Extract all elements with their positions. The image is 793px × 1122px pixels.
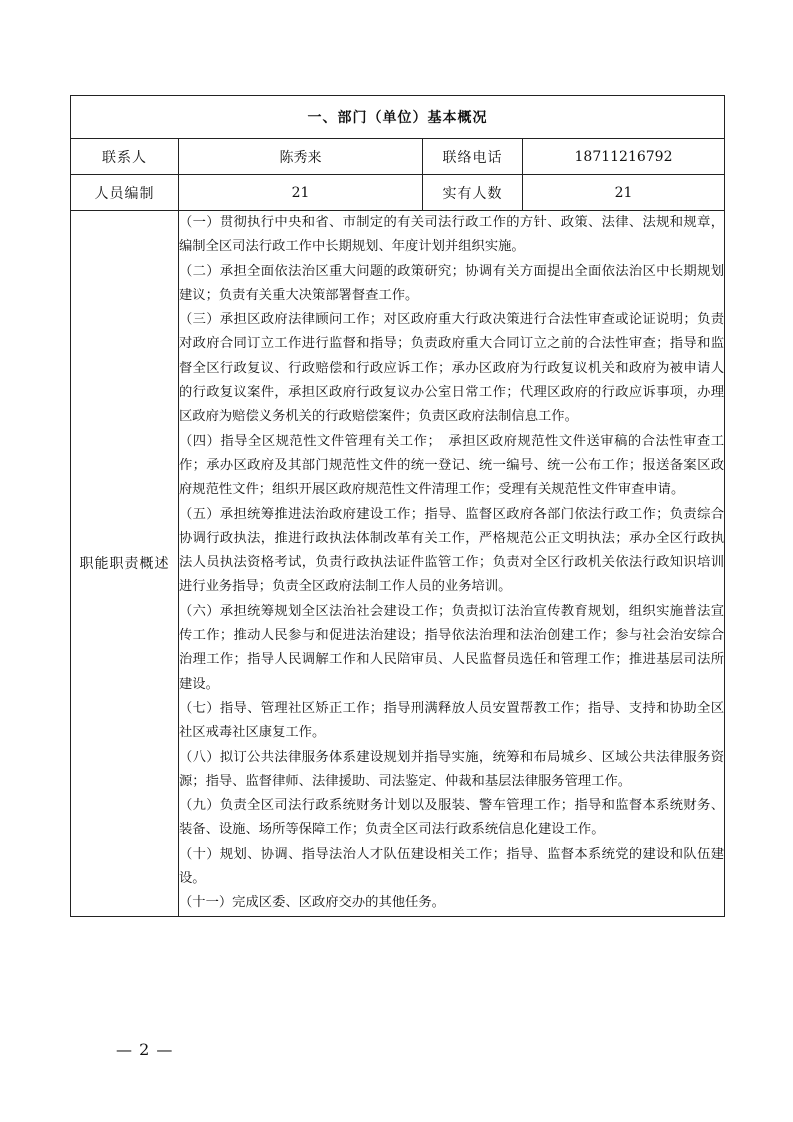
duty-paragraph-10: （十）规划、协调、指导法治人才队伍建设相关工作；指导、监督本系统党的建设和队伍建设。 xyxy=(179,846,724,887)
contact-row xyxy=(71,139,725,175)
duties-content xyxy=(179,211,725,917)
page-number: — 2 — xyxy=(116,1040,174,1059)
actual-staff-label: 实有人数 xyxy=(423,175,523,211)
duty-paragraph-4: （四）指导全区规范性文件管理有关工作； 承担区政府规范性文件送审稿的合法性审查工作；承办区政府及其部门规范性文件的统一登记、统一编号、统一公布工作；报送备案区政府规范性文件；组织开展区政府规范性文件清理工作；受理有关规范性文件审查申请。 xyxy=(179,433,724,498)
overview-table xyxy=(70,95,725,917)
duty-paragraph-5: （五）承担统筹推进法治政府建设工作；指导、监督区政府各部门依法行政工作；负责综合协调行政执法，推进行政执法体制改革有关工作，严格规范公正文明执法；承办全区行政执法人员执法资格考试，负责行政执法证件监管工作；负责对全区行政机关依法行政知识培训进行业务指导；负责全区政府法制工作人员的业务培训。 xyxy=(179,506,724,595)
duties-label: 职能职责概述 xyxy=(71,211,179,917)
duty-paragraph-3: （三）承担区政府法律顾问工作；对区政府重大行政决策进行合法性审查或论证说明；负责对政府合同订立工作进行监督和指导；负责政府重大合同订立之前的合法性审查；指导和监督全区行政复议、行政赔偿和行政应诉工作；承办区政府为行政复议机关和政府为被申请人的行政复议案件，承担区政府行政复议办公室日常工作；代理区政府的行政应诉事项，办理区政府为赔偿义务机关的行政赔偿案件；负责区政府法制信息工作。 xyxy=(179,312,724,425)
phone-value: 18711216792 xyxy=(523,139,725,175)
phone-label: 联络电话 xyxy=(423,139,523,175)
duty-paragraph-8: （八）拟订公共法律服务体系建设规划并指导实施，统筹和布局城乡、区域公共法律服务资源；指导、监督律师、法律援助、司法鉴定、仲裁和基层法律服务管理工作。 xyxy=(179,749,724,789)
title-row xyxy=(71,96,725,139)
duty-paragraph-2: （二）承担全面依法治区重大问题的政策研究；协调有关方面提出全面依法治区中长期规划建议；负责有关重大决策部署督查工作。 xyxy=(179,263,724,303)
contact-value: 陈秀来 xyxy=(179,139,423,175)
actual-staff-value: 21 xyxy=(523,175,725,211)
section-title: 一、部门（单位）基本概况 xyxy=(71,96,725,139)
duty-paragraph-7: （七）指导、管理社区矫正工作；指导刑满释放人员安置帮教工作；指导、支持和协助全区社区戒毒社区康复工作。 xyxy=(179,700,724,741)
staffing-row xyxy=(71,175,725,211)
duty-paragraph-1: （一）贯彻执行中央和省、市制定的有关司法行政工作的方针、政策、法律、法规和规章，编制全区司法行政工作中长期规划、年度计划并组织实施。 xyxy=(179,215,724,255)
duty-paragraph-11: （十一）完成区委、区政府交办的其他任务。 xyxy=(179,895,445,911)
duty-paragraph-9: （九）负责全区司法行政系统财务计划以及服装、警车管理工作；指导和监督本系统财务、装备、设施、场所等保障工作；负责全区司法行政系统信息化建设工作。 xyxy=(179,798,724,838)
contact-label: 联系人 xyxy=(71,139,179,175)
duty-paragraph-6: （六）承担统筹规划全区法治社会建设工作；负责拟订法治宣传教育规划，组织实施普法宣传工作；推动人民参与和促进法治建设；指导依法治理和法治创建工作；参与社会治安综合治理工作；指导人民调解工作和人民陪审员、人民监督员选任和管理工作；推进基层司法所建设。 xyxy=(179,603,724,692)
overview-sheet xyxy=(70,95,724,917)
staffing-value: 21 xyxy=(179,175,423,211)
duties-row xyxy=(71,211,725,917)
staffing-label: 人员编制 xyxy=(71,175,179,211)
